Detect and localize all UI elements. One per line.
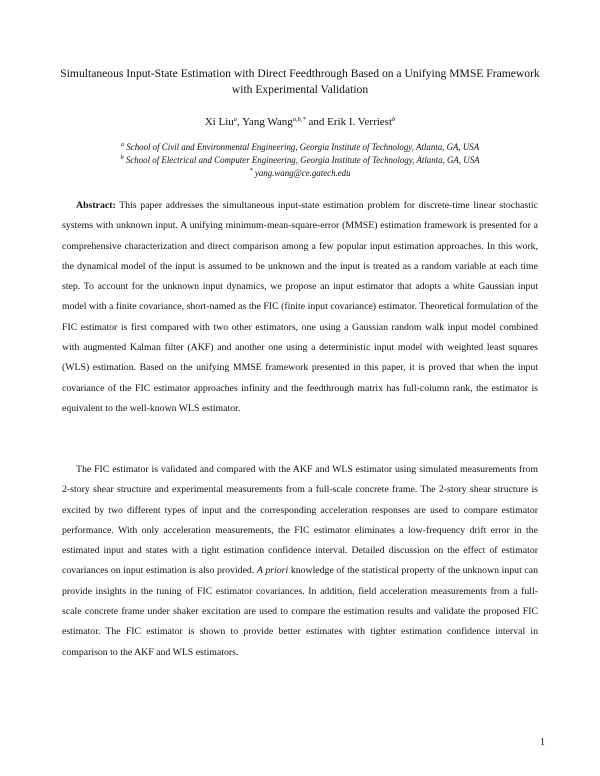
affiliation-text: School of Electrical and Computer Engineering, Georgia Institute of Technology, Atlanta, GA, USA [125,155,480,165]
abstract-label: Abstract: [76,200,116,211]
corresponding-email [40,165,560,179]
affiliation-mark: a [120,141,125,148]
affiliation [40,152,560,166]
affiliation-text: School of Civil and Environmental Engineering, Georgia Institute of Technology, Atlanta, GA, USA [126,142,480,152]
abstract-paragraph-1 [62,196,538,419]
author-affil-mark: a,b,* [292,116,306,123]
abstract-text: knowledge of the statistical property of the unknown input can provide insights in the tuning of FIC estimator covariances. In addition, field acceleration measurements from a full-scale concrete frame under shaker excitation are used to compare the estimation results and validate the proposed FIC estimator. The FIC estimator is shown to provide better estimates with tighter estimation confidence interval in comparison to the AKF and WLS estimators. [62,565,539,658]
affiliation-mark: b [120,154,124,161]
author-name: Erik I. Verriest [327,116,393,128]
title-line-2: with Experimental Validation [231,83,369,96]
title-line-1: Simultaneous Input-State Estimation with Direct Feedthrough Based on a Unifying MMSE Framework [60,67,540,80]
author-list [40,113,560,129]
paper-title [40,66,560,98]
abstract-text: This paper addresses the simultaneous input-state estimation problem for discrete-time linear stochastic systems with unknown input. A unifying minimum-mean-square-error (MMSE) estimation framework is presented for a comprehensive characterization and direct comparison among a few popular input estimation approaches. In this work, the dynamical model of the input is assumed to be unknown and the input is treated as a random variable at each time step. To account for the unknown input dynamics, we propose an input estimator that adopts a white Gaussian input model with a finite covariance, short-named as the FIC (finite input covariance) estimator. Theoretical formulation of the FIC estimator is first compared with two other estimators, one using a Gaussian random walk input model combined with augmented Kalman filter (AKF) and another one using a deterministic input model with weighted least squares (WLS) estimation. Based on the unifying MMSE framework presented in this paper, it is proved that when the input covariance of the FIC estimator approaches infinity and the feedthrough matrix has full-column rank, the estimator is equivalent to the well-known WLS estimator. [62,200,539,414]
author-name: Xi Liu [204,116,234,128]
page-number: 1 [540,737,545,748]
affiliation [40,139,560,153]
email-text: yang.wang@ce.gatech.edu [254,168,351,178]
author-separator: and [305,116,328,128]
author-affil-mark: b [392,116,396,123]
author-name: Yang Wang [242,116,293,128]
author-separator: , [237,116,243,128]
emphasis-text: A priori [256,565,289,577]
author-affil-mark: a [233,116,237,123]
abstract-text: The FIC estimator is validated and compared with the AKF and WLS estimator using simulated measurements from 2-story shear structure and experimental measurements from a full-scale concrete frame. The 2-story shear structure is excited by two different types of input and the corresponding acceleration responses are used to compare estimator performance. With only acceleration measurements, the FIC estimator eliminates a low-frequency drift error in the estimated input and states with a tight estimation confidence interval. Detailed discussion on the effect of estimator covariances on input estimation is also provided. [62,464,538,577]
abstract-paragraph-2 [62,460,538,663]
affiliation-mark: * [249,167,253,174]
